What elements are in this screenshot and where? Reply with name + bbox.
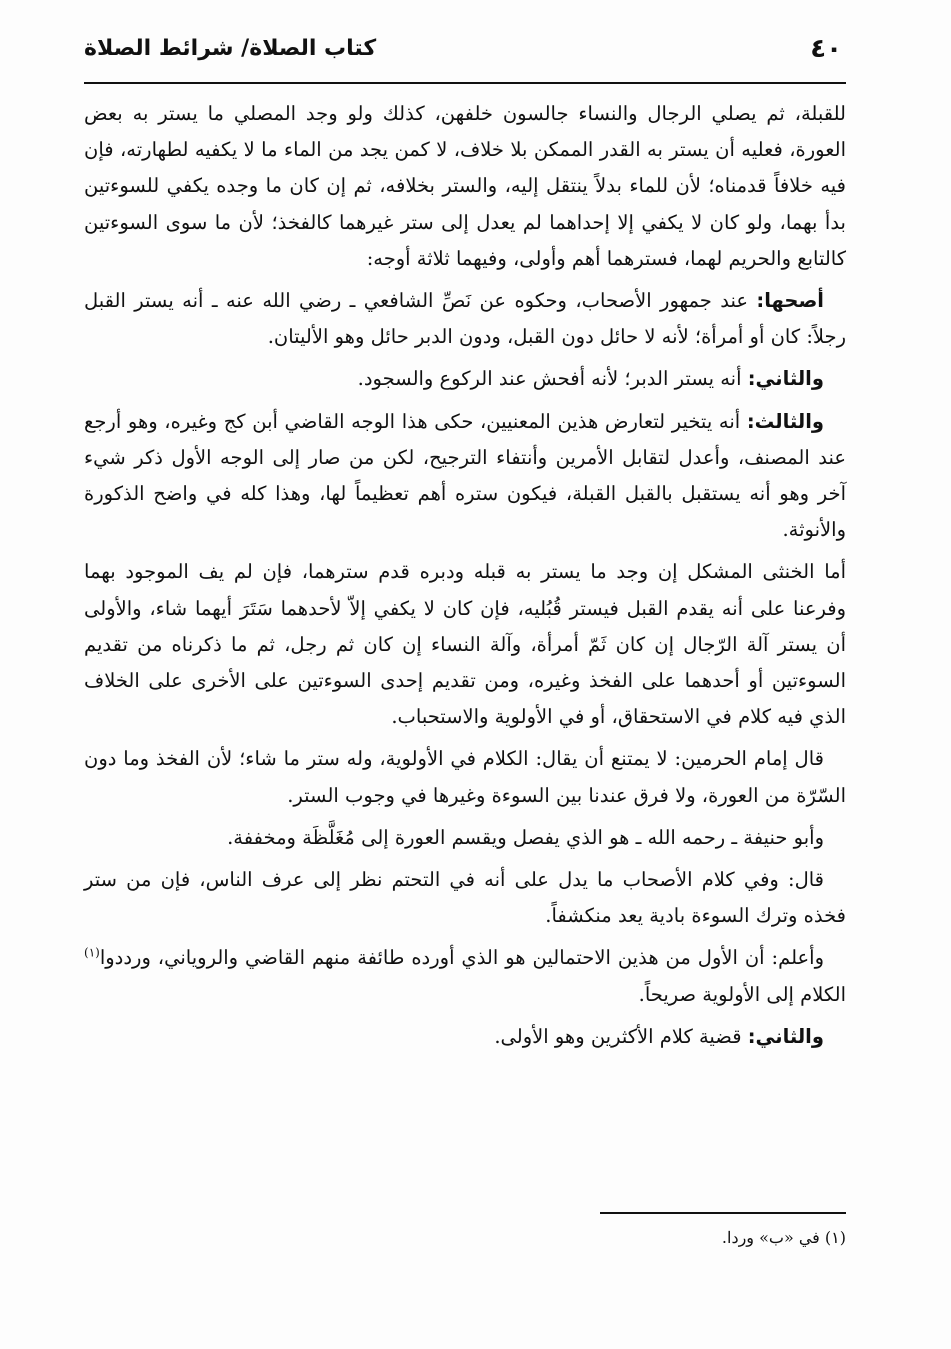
paragraph-6 bbox=[84, 741, 846, 813]
paragraph-3 bbox=[84, 361, 846, 397]
paragraph-4 bbox=[84, 404, 846, 549]
paragraph-8 bbox=[84, 862, 846, 934]
paragraph-text: قضية كلام الأكثرين وهو الأولى. bbox=[494, 1024, 748, 1048]
paragraph-9 bbox=[84, 940, 846, 1012]
paragraph-2 bbox=[84, 283, 846, 355]
paragraph-text-continued: الكلام إلى الأولوية صريحاً. bbox=[638, 982, 846, 1006]
paragraph-text: أنه يستر الدبر؛ لأنه أفحش عند الركوع والسجود. bbox=[357, 367, 748, 391]
footnote: (١) في «ب» وردا. bbox=[721, 1228, 846, 1247]
paragraph-lead: أصحها: bbox=[756, 289, 824, 313]
paragraph-lead: والثالث: bbox=[746, 409, 824, 433]
paragraph-text: للقبلة، ثم يصلي الرجال والنساء جالسون خلفهن، كذلك ولو وجد المصلي ما يستر به بعض العورة، فعليه أن يستر به القدر الممكن بلا خلاف، لا كمن يجد من الماء ما لا يكفيه لطهارته، فإن فيه خلافاً قدمناه؛ لأن للماء بدلاً ينتقل إليه، والستر بخلافه، ثم إن كان ما وجده يكفي للسوءتين بدأ بهما، ولو كان لا يكفي إلا إحداهما لم يعدل إلى ستر غيرهما كالفخذ؛ لأن ما سوى السوءتين كالتابع والحريم لهما، فسترهما أهم وأولى، وفيهما ثلاثة أوجه: bbox=[84, 102, 846, 270]
paragraph-10 bbox=[84, 1019, 846, 1055]
paragraph-5 bbox=[84, 554, 846, 735]
main-text bbox=[84, 96, 846, 1061]
paragraph-7 bbox=[84, 820, 846, 856]
paragraph-text: وأبو حنيفة ـ رحمه الله ـ هو الذي يفصل ويقسم العورة إلى مُغَلَّظَة ومخففة. bbox=[227, 825, 824, 849]
page-header bbox=[84, 30, 846, 78]
paragraph-text: قال إمام الحرمين: لا يمتنع أن يقال: الكلام في الأولوية، وله ستر ما شاء؛ لأن الفخذ وما دون السّرّة من العورة، ولا فرق عندنا بين السوءة وغيرها في وجوب الستر. bbox=[84, 747, 846, 807]
paragraph-text: وأعلم: أن الأول من هذين الاحتمالين هو الذي أورده طائفة منهم القاضي والروياني، ورددوا bbox=[99, 946, 824, 970]
paragraph-1 bbox=[84, 96, 846, 277]
paragraph-lead: والثاني: bbox=[747, 367, 824, 391]
paragraph-text: أنه يتخير لتعارض هذين المعنيين، حكى هذا الوجه القاضي أبن كج وغيره، وهو أرجع عند المصنف، وأعدل لتقابل الأمرين وأنتفاء الترجيح، لكن من صار إلى الوجه الأول ذكر شيء آخر وهو أنه يستقبل بالقبل القبلة، فيكون ستره أهم تعظيماً لها، وهذا كله في واضح الذكورة والأنوثة. bbox=[84, 409, 846, 542]
page-number: ٤٠ bbox=[810, 34, 842, 64]
header-divider bbox=[84, 82, 846, 84]
footnote-reference[interactable]: (١) bbox=[84, 945, 100, 960]
paragraph-lead: والثاني: bbox=[747, 1024, 824, 1048]
paragraph-text: قال: وفي كلام الأصحاب ما يدل على أنه في التحتم نظر إلى عرف الناس، فإن من ستر فخذه وترك السوءة بادية يعد منكشفاً. bbox=[84, 868, 846, 928]
running-title: كتاب الصلاة/ شرائط الصلاة bbox=[84, 36, 377, 61]
paragraph-text: عند جمهور الأصحاب، وحكوه عن نَصِّ الشافعي ـ رضي الله عنه ـ أنه يستر القبل رجلاً: كان أو أمرأة؛ لأنه لا حائل دون القبل، ودون الدبر حائل وهو الأليتان. bbox=[84, 289, 846, 349]
paragraph-text: أما الخنثى المشكل إن وجد ما يستر به قبله ودبره قدم سترهما، فإن لم يف الموجود بهما وفرعنا على أنه يقدم القبل فيستر قُبُليه، فإن كان لا يكفي إلاّ لأحدهما سَتَرَ أيهما شاء، والأولى أن يستر آلة الرّجال إن كان ثَمّ أمرأة، وآلة النساء إن كان ثم رجل، ثم ما ذكرناه من تقديم السوءتين أو أحدهما على الفخذ وغيره، ومن تقديم إحدى السوءتين على الأخرى على الخلاف الذي فيه كلام في الاستحقاق، أو في الأولوية والاستحباب. bbox=[84, 560, 846, 729]
footnote-divider bbox=[600, 1212, 846, 1214]
